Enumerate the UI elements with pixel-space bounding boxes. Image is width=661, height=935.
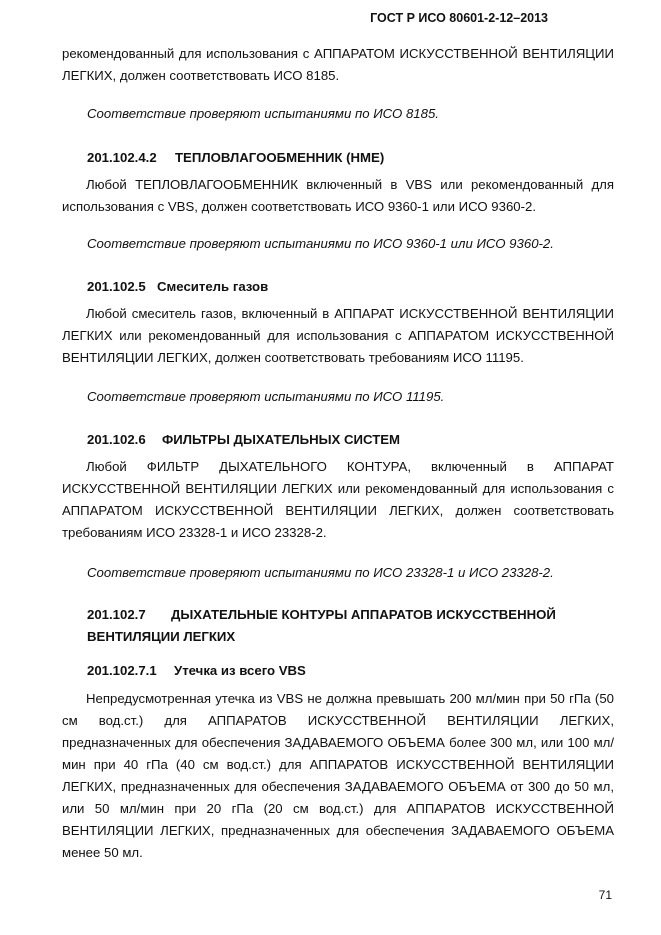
compliance-note-top: Соответствие проверяют испытаниями по ИСО 8185. bbox=[87, 106, 439, 121]
section-heading-gas-mixer bbox=[87, 276, 614, 298]
section-title: ДЫХАТЕЛЬНЫЕ КОНТУРЫ АППАРАТОВ ИСКУССТВЕННОЙ ВЕНТИЛЯЦИИ ЛЕГКИХ bbox=[87, 607, 556, 644]
compliance-note-hme: Соответствие проверяют испытаниями по ИСО 9360-1 или ИСО 9360-2. bbox=[87, 236, 554, 251]
paragraph-filters: Любой ФИЛЬТР ДЫХАТЕЛЬНОГО КОНТУРА, включенный в АППАРАТ ИСКУССТВЕННОЙ ВЕНТИЛЯЦИИ ЛЕГКИХ или рекомендованный для использования с АППАРАТОМ ИСКУССТВЕННОЙ ВЕНТИЛЯЦИИ ЛЕГКИХ, должен соответствовать требованиям ИСО 23328-1 и ИСО 23328-2. bbox=[62, 459, 614, 540]
section-title: Смеситель газов bbox=[157, 279, 269, 294]
section-heading-hme bbox=[87, 147, 614, 169]
paragraph-gas-mixer: Любой смеситель газов, включенный в АППАРАТ ИСКУССТВЕННОЙ ВЕНТИЛЯЦИИ ЛЕГКИХ или рекомендованный для использования с АППАРАТОМ ИСКУССТВЕННОЙ ВЕНТИЛЯЦИИ ЛЕГКИХ, должен соответствовать требованиям ИСО 11195. bbox=[62, 306, 614, 365]
paragraph-hme: Любой ТЕПЛОВЛАГООБМЕННИК включенный в VBS или рекомендованный для использования с VBS, должен соответствовать ИСО 9360-1 или ИСО 9360-2. bbox=[62, 177, 614, 214]
document-header: ГОСТ Р ИСО 80601-2-12–2013 bbox=[370, 11, 548, 25]
section-number: 201.102.6 bbox=[87, 432, 146, 447]
section-number: 201.102.7 bbox=[87, 607, 146, 622]
section-title: Утечка из всего VBS bbox=[174, 663, 306, 678]
compliance-note-filters: Соответствие проверяют испытаниями по ИСО 23328-1 и ИСО 23328-2. bbox=[87, 565, 554, 580]
section-heading-breathing-circuits bbox=[87, 604, 567, 648]
section-title: ТЕПЛОВЛАГООБМЕННИК (HME) bbox=[175, 150, 385, 165]
section-heading-leak bbox=[87, 660, 614, 682]
compliance-note-gas-mixer: Соответствие проверяют испытаниями по ИСО 11195. bbox=[87, 389, 445, 404]
section-number: 201.102.5 bbox=[87, 279, 146, 294]
section-title: ФИЛЬТРЫ ДЫХАТЕЛЬНЫХ СИСТЕМ bbox=[162, 432, 401, 447]
section-number: 201.102.4.2 bbox=[87, 150, 157, 165]
page-number: 71 bbox=[598, 888, 612, 902]
paragraph-leak: Непредусмотренная утечка из VBS не должна превышать 200 мл/мин при 50 гПа (50 см вод.ст.) для АППАРАТОВ ИСКУССТВЕННОЙ ВЕНТИЛЯЦИИ ЛЕГКИХ, предназначенных для обеспечения ЗАДАВАЕМОГО ОБЪЕМА более 300 мл, или 100 мл/мин при 40 гПа (40 см вод.ст.) для АППАРАТОВ ИСКУССТВЕННОЙ ВЕНТИЛЯЦИИ ЛЕГКИХ, предназначенных для обеспечения ЗАДАВАЕМОГО ОБЪЕМА от 300 до 50 мл, или 50 мл/мин при 20 гПа (20 см вод.ст.) для АППАРАТОВ ИСКУССТВЕННОЙ ВЕНТИЛЯЦИИ ЛЕГКИХ, предназначенных для обеспечения ЗАДАВАЕМОГО ОБЪЕМА менее 50 мл. bbox=[62, 691, 614, 860]
section-number: 201.102.7.1 bbox=[87, 663, 157, 678]
section-heading-filters bbox=[87, 429, 614, 451]
paragraph-top: рекомендованный для использования с АППАРАТОМ ИСКУССТВЕННОЙ ВЕНТИЛЯЦИИ ЛЕГКИХ, должен соответствовать ИСО 8185. bbox=[62, 46, 614, 83]
